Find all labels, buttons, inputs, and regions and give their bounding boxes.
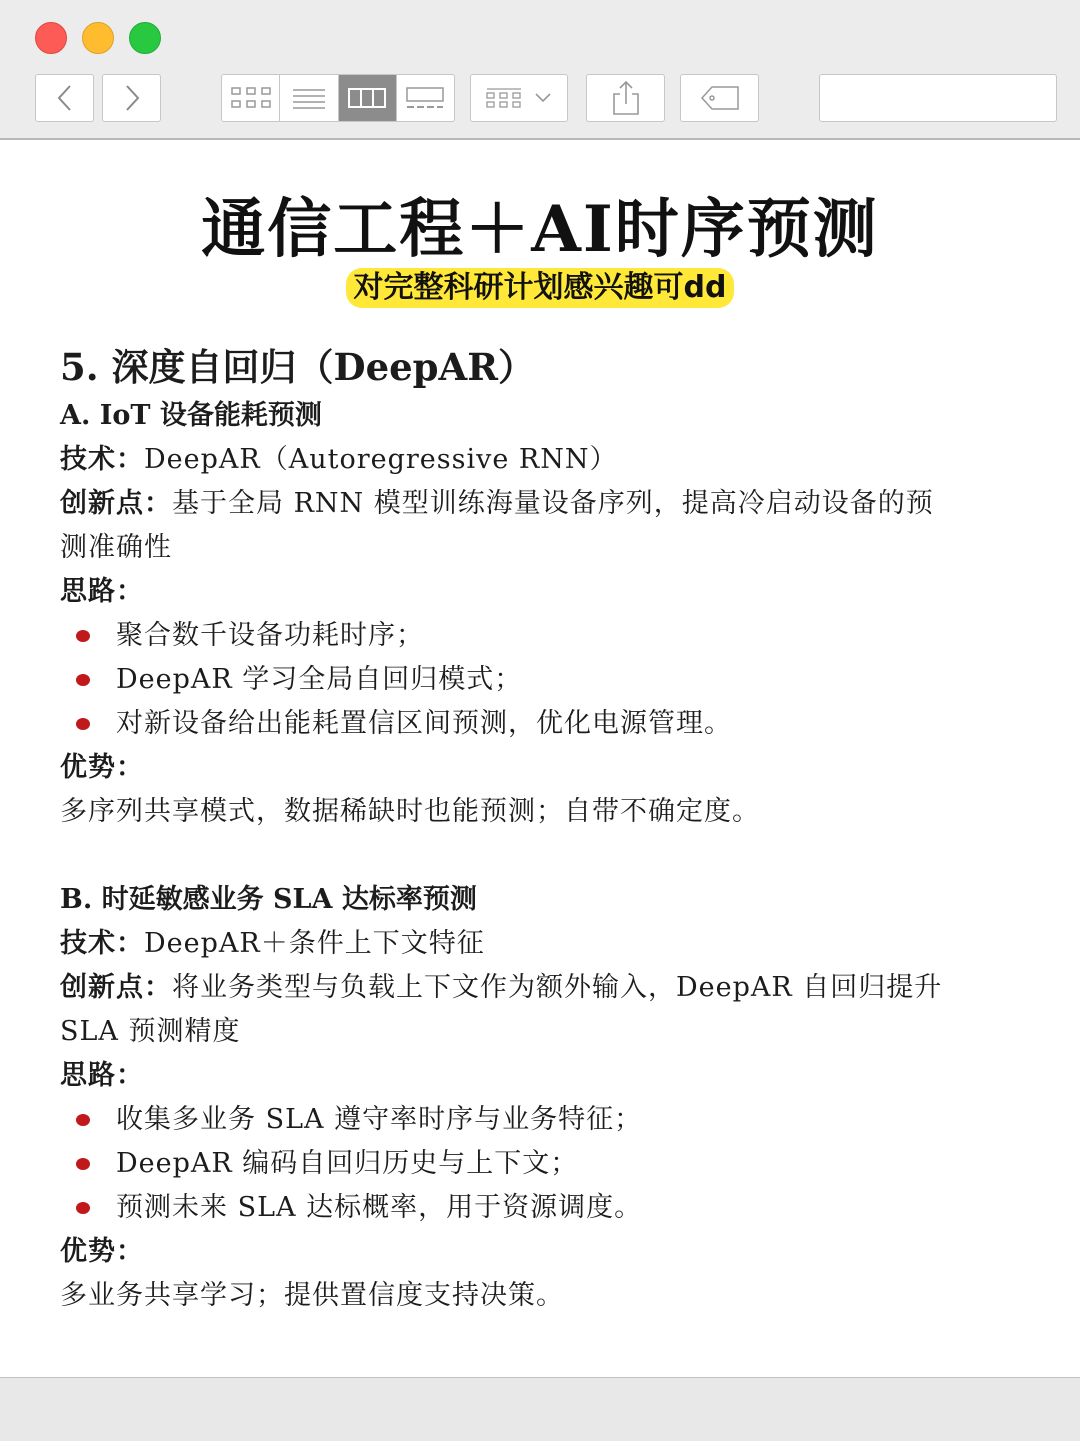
tag-button[interactable] (680, 74, 759, 122)
share-icon (611, 80, 641, 116)
forward-button[interactable] (102, 74, 161, 122)
group-by-button[interactable] (470, 74, 568, 122)
tech-text: DeepAR（Autoregressive RNN） (144, 444, 618, 475)
idea-label: 思路： (60, 576, 144, 607)
icon-view-icon (231, 86, 271, 110)
innovation-line (60, 482, 1030, 526)
bullet-icon (76, 674, 90, 686)
zoom-window-button[interactable] (129, 22, 161, 54)
list-item (60, 658, 1030, 702)
bullet-icon (76, 630, 90, 642)
column-view-button[interactable] (339, 75, 397, 121)
column-view-icon (348, 87, 386, 109)
gallery-view-button[interactable] (397, 75, 454, 121)
advantage-label: 优势： (60, 752, 144, 783)
list-view-icon (292, 87, 326, 109)
part-heading: B. 时延敏感业务 SLA 达标率预测 (60, 884, 477, 915)
article-body (60, 340, 1030, 1318)
section-heading: 5. 深度自回归（DeepAR） (60, 345, 536, 389)
tech-line (60, 438, 1030, 482)
advantage-text: 多序列共享模式，数据稀缺时也能预测；自带不确定度。 (60, 796, 760, 827)
innovation-line-continued: 测准确性 (60, 532, 172, 563)
icon-view-button[interactable] (222, 75, 280, 121)
advantage-text: 多业务共享学习；提供置信度支持决策。 (60, 1280, 564, 1311)
idea-list (60, 614, 1030, 746)
tech-text: DeepAR＋条件上下文特征 (144, 928, 485, 959)
back-button[interactable] (35, 74, 94, 122)
advantage-label: 优势： (60, 1236, 144, 1267)
bullet-icon (76, 718, 90, 730)
part-heading: A. IoT 设备能耗预测 (60, 400, 322, 431)
tech-line (60, 922, 1030, 966)
innovation-line-continued: SLA 预测精度 (60, 1016, 241, 1047)
share-button[interactable] (586, 74, 665, 122)
list-item (60, 614, 1030, 658)
tech-label: 技术： (60, 928, 144, 959)
bullet-icon (76, 1114, 90, 1126)
innovation-text: 基于全局 RNN 模型训练海量设备序列，提高冷启动设备的预 (172, 488, 934, 519)
list-item-text: DeepAR 学习全局自回归模式； (116, 664, 523, 695)
bullet-icon (76, 1158, 90, 1170)
tech-label: 技术： (60, 444, 144, 475)
tag-icon (700, 85, 740, 111)
window-bottom-bar (0, 1377, 1080, 1441)
list-view-button[interactable] (280, 75, 338, 121)
list-item (60, 1098, 1030, 1142)
list-item-text: DeepAR 编码自回归历史与上下文； (116, 1148, 579, 1179)
list-item-text: 对新设备给出能耗置信区间预测，优化电源管理。 (116, 708, 732, 739)
list-item (60, 1142, 1030, 1186)
group-icon (486, 87, 526, 109)
innovation-label: 创新点： (60, 488, 172, 519)
list-item-text: 聚合数千设备功耗时序； (116, 620, 424, 651)
subtitle-container (0, 268, 1080, 308)
list-item-text: 收集多业务 SLA 遵守率时序与业务特征； (116, 1104, 643, 1135)
minimize-window-button[interactable] (82, 22, 114, 54)
section-spacer (60, 834, 1030, 878)
subtitle-highlight: 对完整科研计划感兴趣可dd (346, 268, 735, 308)
search-input[interactable] (819, 74, 1057, 122)
back-icon (55, 83, 75, 113)
window-toolbar (0, 0, 1080, 140)
idea-label: 思路： (60, 1060, 144, 1091)
list-item-text: 预测未来 SLA 达标概率，用于资源调度。 (116, 1192, 643, 1223)
innovation-line (60, 966, 1030, 1010)
page-title: 通信工程＋AI时序预测 (201, 192, 879, 267)
bullet-icon (76, 1202, 90, 1214)
forward-icon (122, 83, 142, 113)
innovation-text: 将业务类型与负载上下文作为额外输入，DeepAR 自回归提升 (172, 972, 943, 1003)
close-window-button[interactable] (35, 22, 67, 54)
list-item (60, 702, 1030, 746)
chevron-down-icon (534, 92, 552, 104)
idea-list (60, 1098, 1030, 1230)
innovation-label: 创新点： (60, 972, 172, 1003)
view-mode-segmented-control (221, 74, 455, 122)
list-item (60, 1186, 1030, 1230)
gallery-view-icon (406, 86, 444, 110)
